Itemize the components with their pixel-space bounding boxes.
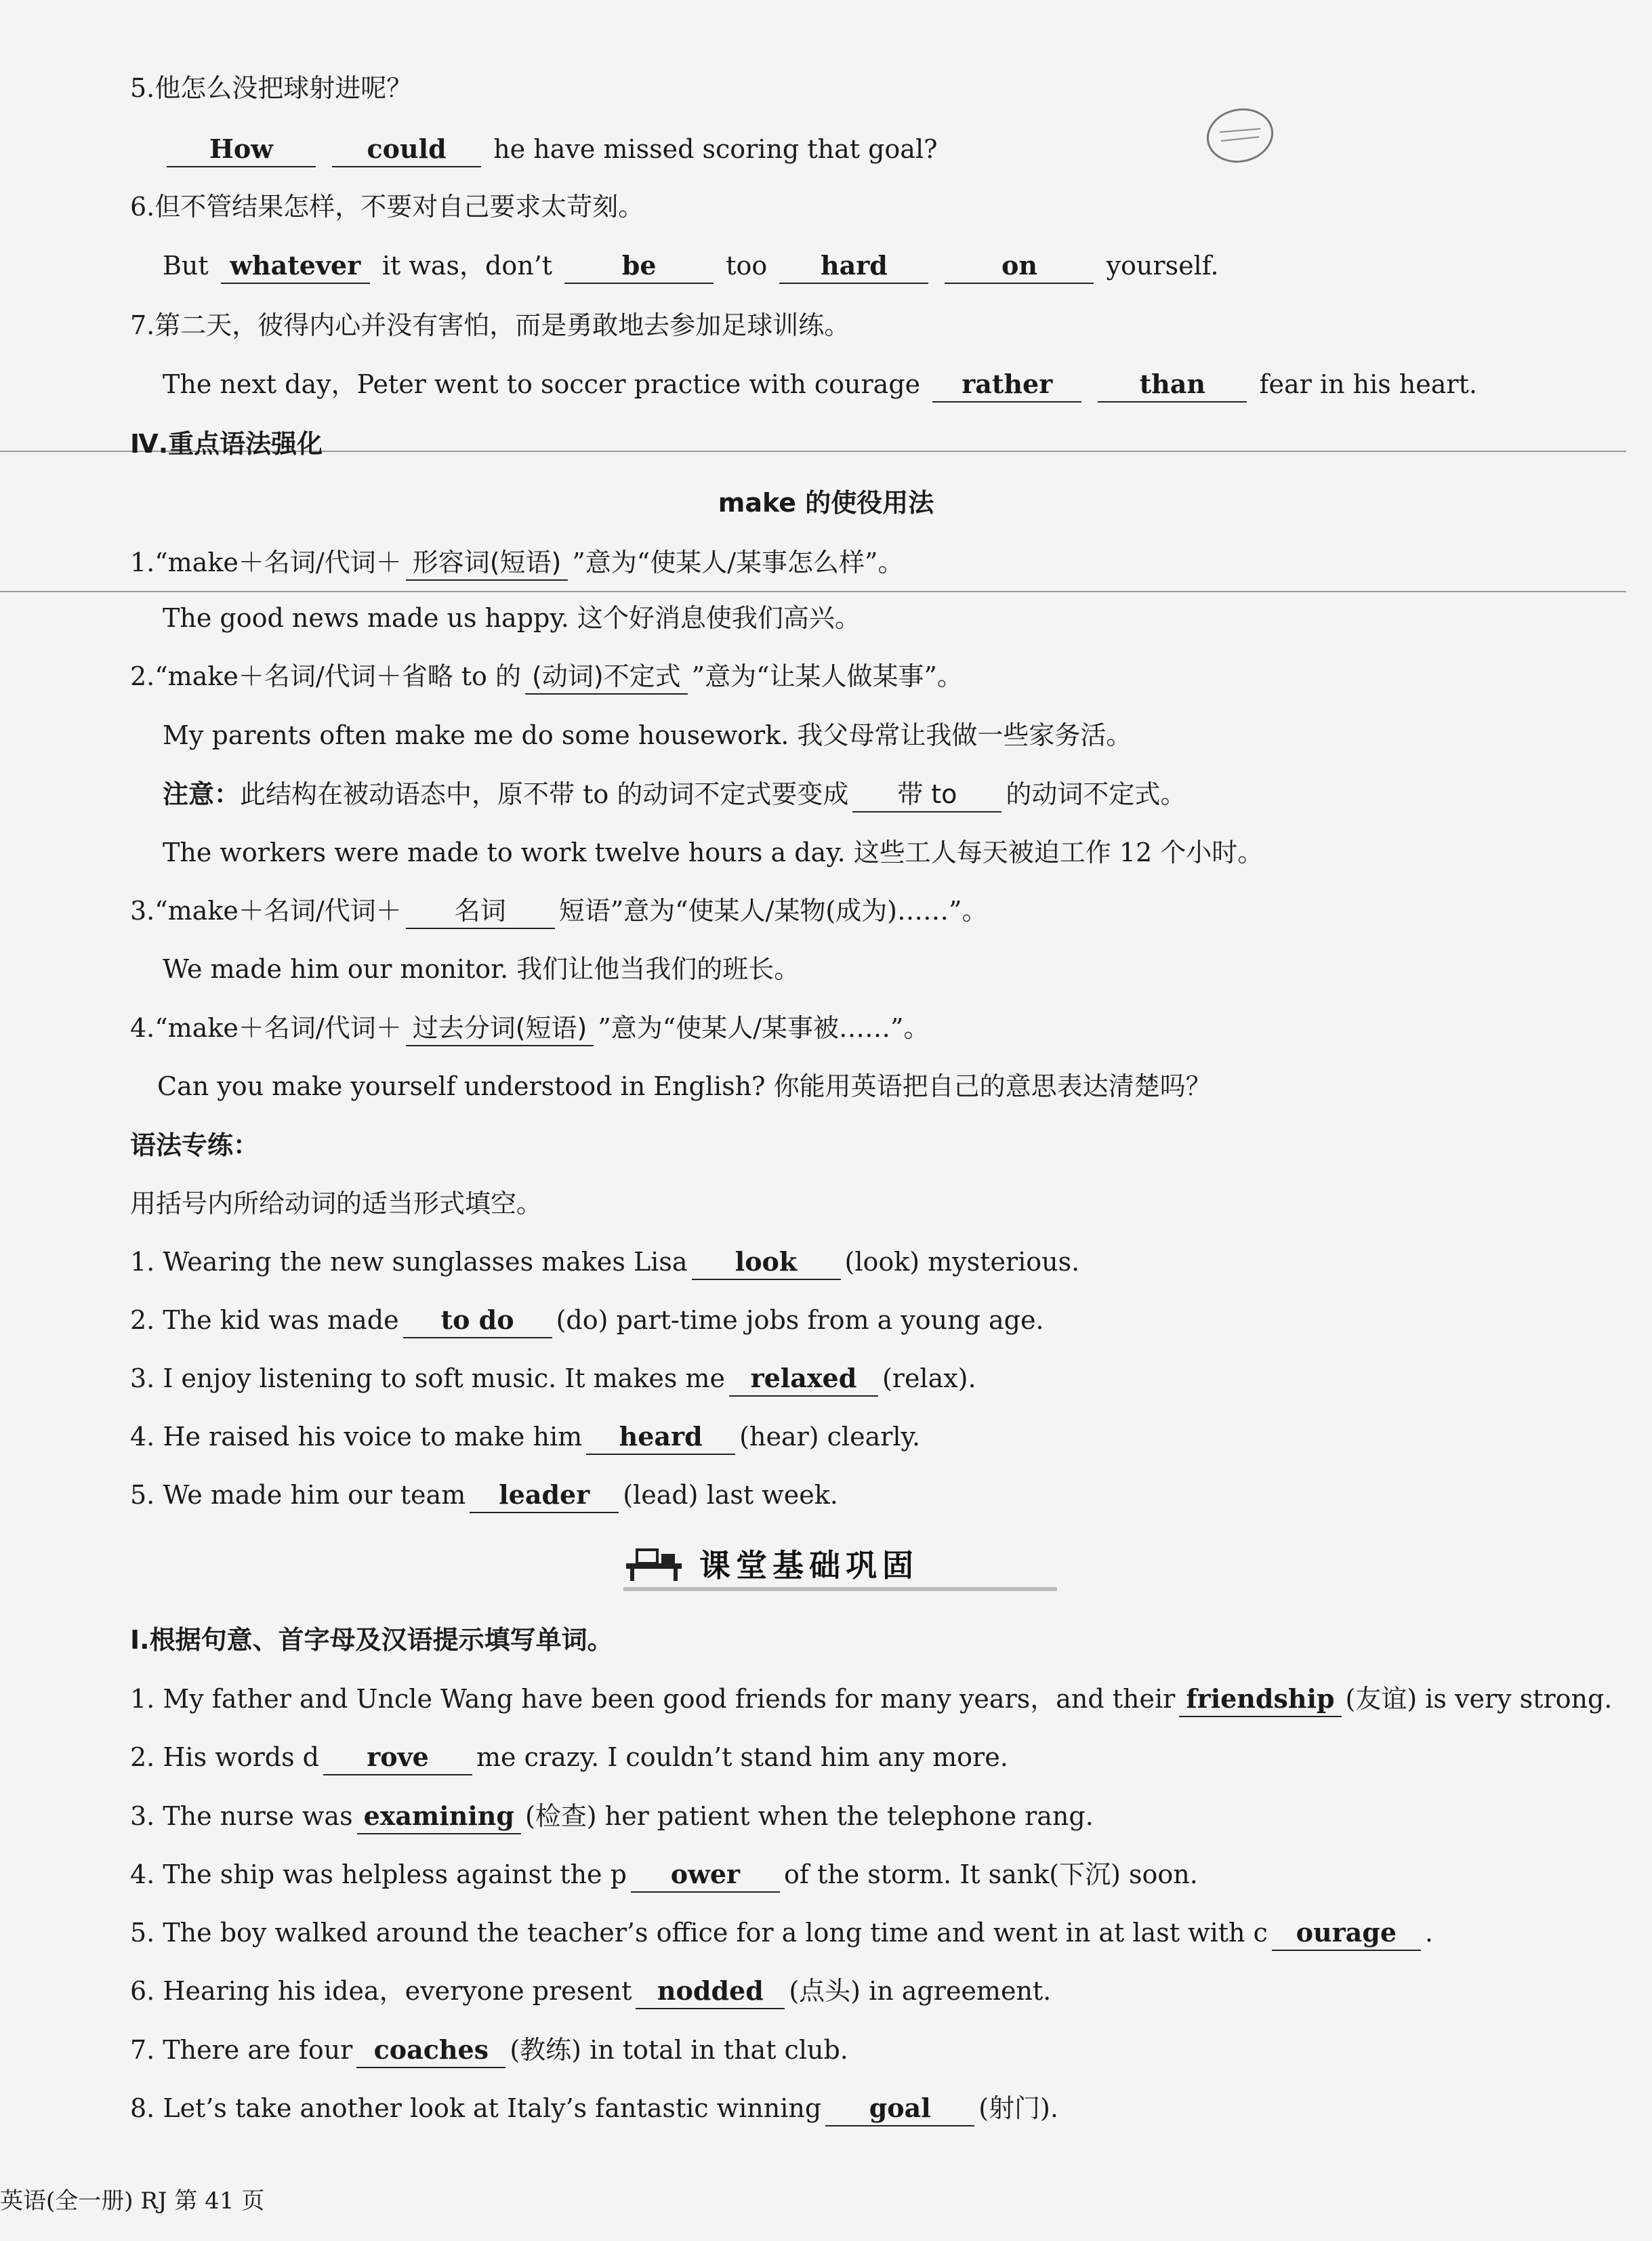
- rule-2-example: My parents often make me do some housework. 我父母常让我做一些家务活。: [163, 720, 1132, 750]
- part1-item: [130, 1854, 1198, 1895]
- answer-blank[interactable]: rather: [932, 367, 1081, 403]
- item-text: 7. There are four: [130, 2035, 353, 2065]
- answer-blank[interactable]: 过去分词(短语): [406, 1011, 594, 1046]
- rule-text: 短语”意为“使某人/某物(成为)……”。: [558, 896, 988, 926]
- note-text: 此结构在被动语态中，原不带 to 的动词不定式要变成: [240, 779, 849, 809]
- rule-1-example: The good news made us happy. 这个好消息使我们高兴。: [163, 603, 861, 633]
- item-text: (look) mysterious.: [844, 1247, 1080, 1277]
- rule-3: [130, 890, 987, 931]
- item-text: 1. My father and Uncle Wang have been good friends for many years，and their: [130, 1684, 1176, 1714]
- q5-chinese: 5.他怎么没把球射进呢？: [130, 73, 413, 103]
- section-subtitle: make 的使役用法: [718, 488, 934, 518]
- answer-blank[interactable]: be: [564, 249, 714, 284]
- item-text: (hear) clearly.: [739, 1422, 921, 1452]
- answer-blank[interactable]: rove: [323, 1740, 472, 1775]
- note-text: 的动词不定式。: [1006, 779, 1186, 809]
- page-footer: 英语(全一册) RJ 第 41 页: [0, 2187, 265, 2215]
- answer-blank[interactable]: (动词)不定式: [525, 659, 688, 695]
- rule-4-example: Can you make yourself understood in English? 你能用英语把自己的意思表达清楚吗？: [157, 1071, 1212, 1101]
- note: [163, 774, 1186, 815]
- part1-item: [130, 1737, 1008, 1777]
- practice-item: [130, 1300, 1044, 1340]
- sentence-text: he have missed scoring that goal?: [493, 134, 938, 164]
- item-text: (教练) in total in that club.: [510, 2035, 848, 2065]
- answer-blank[interactable]: ower: [631, 1857, 780, 1893]
- item-text: .: [1424, 1918, 1433, 1948]
- q7-chinese: 7.第二天，彼得内心并没有害怕，而是勇敢地去参加足球训练。: [130, 310, 850, 340]
- item-text: 6. Hearing his idea，everyone present: [130, 1976, 632, 2006]
- answer-blank[interactable]: look: [692, 1245, 841, 1280]
- item-text: (relax).: [882, 1363, 976, 1393]
- answer-blank[interactable]: examining: [357, 1799, 521, 1834]
- item-text: 4. He raised his voice to make him: [130, 1422, 583, 1452]
- desk-icon: [623, 1543, 684, 1584]
- answer-blank[interactable]: leader: [470, 1478, 619, 1513]
- answer-blank[interactable]: relaxed: [729, 1361, 878, 1397]
- answer-blank[interactable]: on: [945, 249, 1094, 284]
- part1-item: [130, 1796, 1094, 1836]
- rule-text: 2.“make＋名词/代词＋省略 to 的: [130, 661, 521, 691]
- item-text: 2. The kid was made: [130, 1305, 399, 1335]
- answer-blank[interactable]: friendship: [1179, 1682, 1341, 1717]
- answer-blank[interactable]: hard: [779, 249, 928, 284]
- answer-blank[interactable]: whatever: [221, 249, 370, 284]
- banner-title: 课堂基础巩固: [699, 1547, 919, 1584]
- part1-item: [130, 1912, 1433, 1953]
- item-text: 5. The boy walked around the teacher’s office for a long time and went in at last with c: [130, 1918, 1268, 1948]
- rule-text: ”意为“使某人/某事怎么样”。: [572, 548, 904, 577]
- answer-blank[interactable]: to do: [403, 1303, 552, 1338]
- answer-blank[interactable]: How: [167, 132, 316, 167]
- item-text: 2. His words d: [130, 1742, 320, 1772]
- practice-item: [130, 1416, 920, 1457]
- divider: [0, 591, 1626, 592]
- sentence-text: The next day，Peter went to soccer practice with courage: [163, 369, 921, 399]
- rule-text: 3.“make＋名词/代词＋: [130, 896, 402, 926]
- rule-1: [130, 542, 903, 583]
- practice-item: [130, 1241, 1079, 1282]
- answer-blank[interactable]: nodded: [636, 1974, 785, 2009]
- part1-item: [130, 1971, 1051, 2011]
- practice-instruction: 用括号内所给动词的适当形式填空。: [130, 1189, 543, 1218]
- answer-blank[interactable]: heard: [586, 1420, 735, 1455]
- answer-blank[interactable]: could: [332, 132, 481, 167]
- section-heading: Ⅳ.重点语法强化: [130, 429, 323, 459]
- item-text: (do) part-time jobs from a young age.: [556, 1305, 1044, 1335]
- rule-text: 1.“make＋名词/代词＋: [130, 548, 402, 577]
- answer-blank[interactable]: 带 to: [852, 777, 1001, 813]
- part1-item: [130, 2088, 1058, 2129]
- q5-english: [163, 129, 937, 169]
- rule-3-example: We made him our monitor. 我们让他当我们的班长。: [163, 954, 800, 984]
- part1-heading: Ⅰ.根据句意、首字母及汉语提示填写单词。: [130, 1625, 613, 1655]
- sentence-text: But: [163, 251, 209, 281]
- item-text: of the storm. It sank(下沉) soon.: [783, 1859, 1198, 1889]
- q6-english: [163, 245, 1219, 286]
- item-text: 1. Wearing the new sunglasses makes Lisa: [130, 1247, 688, 1277]
- answer-blank[interactable]: ourage: [1272, 1916, 1421, 1951]
- q7-english: [163, 364, 1477, 405]
- note-example: The workers were made to work twelve hours a day. 这些工人每天被迫工作 12 个小时。: [163, 838, 1264, 867]
- rule-2: [130, 656, 963, 697]
- item-text: (友谊) is very strong.: [1345, 1684, 1613, 1714]
- answer-blank[interactable]: than: [1098, 367, 1247, 403]
- rule-4: [130, 1008, 929, 1048]
- stamp-icon: [1199, 102, 1281, 169]
- answer-blank[interactable]: 名词: [406, 894, 555, 929]
- answer-blank[interactable]: 形容词(短语): [406, 546, 569, 581]
- sentence-text: fear in his heart.: [1259, 369, 1477, 399]
- note-label: 注意：: [163, 779, 241, 809]
- item-text: (射门).: [978, 2093, 1058, 2123]
- practice-item: [130, 1358, 976, 1399]
- practice-heading: 语法专练：: [130, 1130, 260, 1160]
- answer-blank[interactable]: coaches: [356, 2033, 505, 2068]
- item-text: (检查) her patient when the telephone rang.: [524, 1801, 1094, 1831]
- item-text: 3. The nurse was: [130, 1801, 353, 1831]
- item-text: 5. We made him our team: [130, 1480, 466, 1510]
- part1-item: [130, 1679, 1612, 1719]
- sentence-text: it was，don’t: [381, 251, 553, 281]
- item-text: me crazy. I couldn’t stand him any more.: [476, 1742, 1008, 1772]
- sentence-text: too: [726, 251, 768, 281]
- item-text: 8. Let’s take another look at Italy’s fantastic winning: [130, 2093, 822, 2123]
- item-text: 4. The ship was helpless against the p: [130, 1859, 627, 1889]
- item-text: 3. I enjoy listening to soft music. It makes me: [130, 1363, 725, 1393]
- item-text: (点头) in agreement.: [789, 1976, 1052, 2006]
- sentence-text: yourself.: [1106, 251, 1219, 281]
- q6-chinese: 6.但不管结果怎样，不要对自己要求太苛刻。: [130, 192, 644, 222]
- part1-item: [130, 2030, 848, 2070]
- answer-blank[interactable]: goal: [825, 2091, 974, 2126]
- practice-item: [130, 1475, 838, 1515]
- section-banner: [623, 1540, 1057, 1591]
- rule-text: 4.“make＋名词/代词＋: [130, 1013, 402, 1043]
- item-text: (lead) last week.: [623, 1480, 838, 1510]
- rule-text: ”意为“使某人/某事被……”。: [598, 1013, 930, 1043]
- rule-text: ”意为“让某人做某事”。: [691, 661, 963, 691]
